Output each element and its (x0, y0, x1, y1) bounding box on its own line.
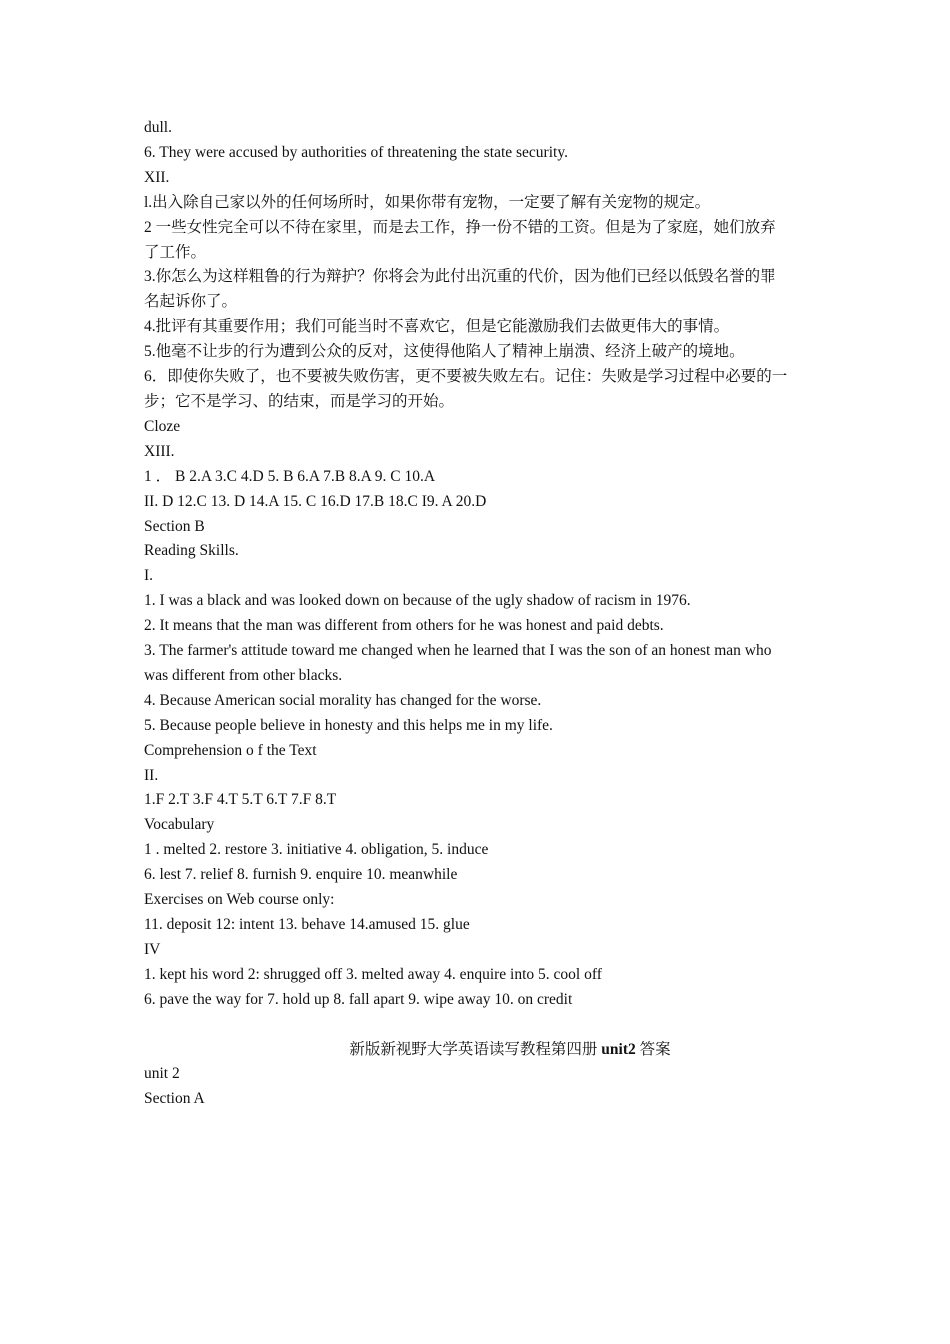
section-heading: Section A (144, 1090, 205, 1108)
answer-line: 6. pave the way for 7. hold up 8. fall apart 9. wipe away 10. on credit (144, 990, 573, 1008)
text-line: 6. They were accused by authorities of threatening the state security. (144, 143, 568, 161)
title-prefix: 新版新视野大学英语读写教程第四册 (349, 1040, 602, 1058)
section-heading: XIII. (144, 442, 175, 460)
answer-line: 1 . melted 2. restore 3. initiative 4. obligation, 5. induce (144, 841, 489, 859)
text-line: 4. Because American social morality has changed for the worse. (144, 691, 542, 709)
text-line: dull. (144, 119, 172, 136)
section-heading: Comprehension o f the Text (144, 741, 317, 759)
text-line: 3.你怎么为这样粗鲁的行为辩护？你将会为此付出沉重的代价，因为他们已经以低毁名誉的罪 (144, 268, 776, 286)
text-line: 2. It means that the man was different from others for he was honest and paid debts. (144, 617, 664, 635)
section-heading: unit 2 (144, 1065, 180, 1083)
section-heading: Reading Skills. (144, 542, 239, 560)
answer-line: II. D 12.C 13. D 14.A 15. C 16.D 17.B 18.C I9. A 20.D (144, 492, 487, 510)
section-heading: Section B (144, 517, 205, 535)
text-line: 5. Because people believe in honesty and this helps me in my life. (144, 716, 553, 734)
section-heading: IV (144, 940, 161, 958)
section-heading: II. (144, 766, 159, 784)
document-body (144, 116, 814, 1112)
title-bold: unit2 (601, 1040, 636, 1058)
text-line: 名起诉你了。 (144, 293, 238, 311)
text-line: 了工作。 (144, 243, 207, 261)
text-line: was different from other blacks. (144, 666, 343, 684)
text-line: 步；它不是学习、的结束，而是学习的开始。 (144, 392, 455, 410)
text-line: 1. I was a black and was looked down on because of the ugly shadow of racism in 1976. (144, 592, 691, 610)
blank-line (144, 1013, 814, 1038)
text-line: 4.批评有其重要作用；我们可能当时不喜欢它，但是它能激励我们去做更伟大的事情。 (144, 318, 730, 336)
section-heading: XII. (144, 168, 170, 186)
answer-line: 11. deposit 12: intent 13. behave 14.amused 15. glue (144, 916, 470, 933)
text-line: 2 一些女性完全可以不待在家里，而是去工作，挣一份不错的工资。但是为了家庭，她们放弃 (144, 218, 776, 236)
section-heading: Vocabulary (144, 816, 215, 834)
answer-line: 6. lest 7. relief 8. furnish 9. enquire 10. meanwhile (144, 866, 458, 884)
answer-line: 1 ． B 2.A 3.C 4.D 5. B 6.A 7.B 8.A 9. C 10.A (144, 467, 436, 485)
document-title (0, 1038, 950, 1063)
section-heading: Exercises on Web course only: (144, 891, 335, 909)
section-heading: I. (144, 567, 154, 585)
answer-line: 1. kept his word 2: shrugged off 3. melted away 4. enquire into 5. cool off (144, 965, 602, 983)
section-heading: Cloze (144, 417, 181, 435)
text-line: l.出入除自己家以外的任何场所时，如果你带有宠物，一定要了解有关宠物的规定。 (144, 193, 711, 211)
text-line: 5.他毫不让步的行为遭到公众的反对，这使得他陷人了精神上崩溃、经济上破产的境地。 (144, 343, 745, 361)
text-line: 6．即使你失败了，也不要被失败伤害，更不要被失败左右。记住：失败是学习过程中必要的一 (144, 368, 788, 386)
text-line: 3. The farmer's attitude toward me changed when he learned that I was the son of an honest man who (144, 642, 772, 660)
title-suffix: 答案 (635, 1040, 671, 1058)
answer-line: 1.F 2.T 3.F 4.T 5.T 6.T 7.F 8.T (144, 791, 337, 809)
